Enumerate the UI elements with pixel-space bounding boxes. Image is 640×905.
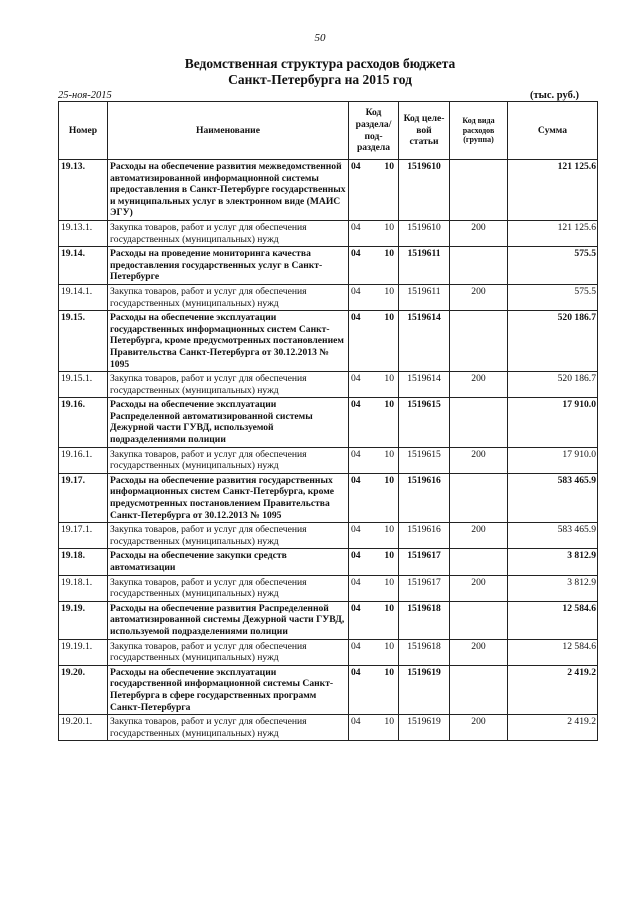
table-header-row: [59, 102, 598, 160]
table-row: [59, 447, 598, 473]
row-subsection-code: 10: [374, 398, 399, 447]
row-number: 19.15.: [59, 311, 108, 372]
row-subsection-code: 10: [374, 284, 399, 310]
row-expense-type-code: 200: [450, 639, 508, 665]
budget-table: [58, 101, 598, 741]
page-title: [0, 56, 640, 88]
row-number: 19.16.1.: [59, 447, 108, 473]
row-expense-type-code: [450, 247, 508, 285]
row-expense-type-code: [450, 160, 508, 221]
table-row: [59, 311, 598, 372]
row-number: 19.20.: [59, 665, 108, 714]
row-section-code: 04: [349, 575, 374, 601]
row-target-code: 1519615: [399, 447, 450, 473]
row-number: 19.14.: [59, 247, 108, 285]
row-number: 19.17.: [59, 473, 108, 522]
row-amount: 3 812.9: [508, 575, 598, 601]
header-nomer: Номер: [59, 102, 108, 160]
row-target-code: 1519618: [399, 639, 450, 665]
row-section-code: 04: [349, 523, 374, 549]
table-row: [59, 284, 598, 310]
row-subsection-code: 10: [374, 575, 399, 601]
row-number: 19.13.: [59, 160, 108, 221]
row-expense-type-code: [450, 549, 508, 575]
row-expense-type-code: [450, 601, 508, 639]
row-number: 19.13.1.: [59, 220, 108, 246]
row-section-code: 04: [349, 665, 374, 714]
row-amount: 121 125.6: [508, 160, 598, 221]
row-expense-type-code: 200: [450, 447, 508, 473]
row-expense-type-code: [450, 473, 508, 522]
row-name: Закупка товаров, работ и услуг для обеспечения государственных (муниципальных) нужд: [108, 220, 349, 246]
row-section-code: 04: [349, 284, 374, 310]
row-name: Расходы на обеспечение развития межведомственной автоматизированной информационной системы предоставления в Санкт-Петербурге государственных и муниципальных услуг в электронном виде (МАИС ЭГУ): [108, 160, 349, 221]
table-body: [59, 160, 598, 741]
row-number: 19.14.1.: [59, 284, 108, 310]
row-subsection-code: 10: [374, 639, 399, 665]
row-subsection-code: 10: [374, 665, 399, 714]
row-amount: 2 419.2: [508, 665, 598, 714]
row-subsection-code: 10: [374, 601, 399, 639]
row-name: Расходы на проведение мониторинга качества предоставления государственных услуг в Санкт-Петербурге: [108, 247, 349, 285]
row-number: 19.18.: [59, 549, 108, 575]
row-target-code: 1519617: [399, 575, 450, 601]
row-amount: 583 465.9: [508, 523, 598, 549]
row-subsection-code: 10: [374, 473, 399, 522]
row-name: Расходы на обеспечение эксплуатации государственной информационной системы Санкт-Петербурга в сфере государственных программ Санкт-Петербурга: [108, 665, 349, 714]
row-section-code: 04: [349, 549, 374, 575]
header-razdel: Код раздела/ под-раздела: [349, 102, 399, 160]
row-expense-type-code: [450, 398, 508, 447]
page-number: 50: [314, 32, 326, 44]
row-target-code: 1519610: [399, 220, 450, 246]
row-target-code: 1519611: [399, 284, 450, 310]
table-row: [59, 473, 598, 522]
table-row: [59, 523, 598, 549]
row-subsection-code: 10: [374, 220, 399, 246]
row-section-code: 04: [349, 447, 374, 473]
row-target-code: 1519617: [399, 549, 450, 575]
row-name: Расходы на обеспечение закупки средств автоматизации: [108, 549, 349, 575]
row-expense-type-code: 200: [450, 220, 508, 246]
table-row: [59, 247, 598, 285]
table-row: [59, 372, 598, 398]
row-target-code: 1519616: [399, 473, 450, 522]
title-line-2: Санкт-Петербурга на 2015 год: [228, 72, 412, 87]
row-subsection-code: 10: [374, 549, 399, 575]
row-name: Закупка товаров, работ и услуг для обеспечения государственных (муниципальных) нужд: [108, 447, 349, 473]
table-row: [59, 549, 598, 575]
units-label: (тыс. руб.): [530, 90, 579, 101]
row-name: Расходы на обеспечение эксплуатации Распределенной автоматизированной системы Дежурной части ГУВД, используемой подразделениями полиции: [108, 398, 349, 447]
row-expense-type-code: 200: [450, 284, 508, 310]
table-row: [59, 665, 598, 714]
row-target-code: 1519618: [399, 601, 450, 639]
row-number: 19.18.1.: [59, 575, 108, 601]
row-target-code: 1519619: [399, 665, 450, 714]
table-row: [59, 398, 598, 447]
row-subsection-code: 10: [374, 311, 399, 372]
row-subsection-code: 10: [374, 160, 399, 221]
row-amount: 575.5: [508, 247, 598, 285]
row-section-code: 04: [349, 473, 374, 522]
row-section-code: 04: [349, 398, 374, 447]
row-amount: 121 125.6: [508, 220, 598, 246]
row-amount: 12 584.6: [508, 601, 598, 639]
row-expense-type-code: 200: [450, 372, 508, 398]
row-section-code: 04: [349, 372, 374, 398]
row-target-code: 1519614: [399, 311, 450, 372]
row-amount: 520 186.7: [508, 372, 598, 398]
row-amount: 17 910.0: [508, 398, 598, 447]
document-date: 25-ноя-2015: [58, 90, 112, 101]
row-section-code: 04: [349, 311, 374, 372]
row-number: 19.17.1.: [59, 523, 108, 549]
row-subsection-code: 10: [374, 372, 399, 398]
row-target-code: 1519619: [399, 715, 450, 741]
row-name: Расходы на обеспечение развития государственных информационных систем Санкт-Петербурга, кроме предусмотренных постановлением Правительства Санкт-Петербурга от 30.12.2013 № 1095: [108, 473, 349, 522]
row-expense-type-code: [450, 665, 508, 714]
row-name: Закупка товаров, работ и услуг для обеспечения государственных (муниципальных) нужд: [108, 575, 349, 601]
row-target-code: 1519611: [399, 247, 450, 285]
title-line-1: Ведомственная структура расходов бюджета: [184, 56, 456, 71]
row-section-code: 04: [349, 247, 374, 285]
row-amount: 17 910.0: [508, 447, 598, 473]
row-subsection-code: 10: [374, 247, 399, 285]
row-expense-type-code: [450, 311, 508, 372]
table-row: [59, 601, 598, 639]
header-kvr: Код вида расходов (группа): [450, 102, 508, 160]
table-row: [59, 715, 598, 741]
row-number: 19.16.: [59, 398, 108, 447]
row-expense-type-code: 200: [450, 523, 508, 549]
row-target-code: 1519614: [399, 372, 450, 398]
row-section-code: 04: [349, 601, 374, 639]
row-name: Закупка товаров, работ и услуг для обеспечения государственных (муниципальных) нужд: [108, 284, 349, 310]
row-amount: 575.5: [508, 284, 598, 310]
row-section-code: 04: [349, 220, 374, 246]
row-number: 19.15.1.: [59, 372, 108, 398]
row-section-code: 04: [349, 160, 374, 221]
row-section-code: 04: [349, 715, 374, 741]
row-name: Закупка товаров, работ и услуг для обеспечения государственных (муниципальных) нужд: [108, 523, 349, 549]
table-row: [59, 575, 598, 601]
table-row: [59, 639, 598, 665]
row-subsection-code: 10: [374, 715, 399, 741]
header-sum: Сумма: [508, 102, 598, 160]
row-name: Закупка товаров, работ и услуг для обеспечения государственных (муниципальных) нужд: [108, 715, 349, 741]
row-subsection-code: 10: [374, 523, 399, 549]
row-amount: 12 584.6: [508, 639, 598, 665]
table-row: [59, 220, 598, 246]
row-amount: 520 186.7: [508, 311, 598, 372]
row-expense-type-code: 200: [450, 575, 508, 601]
row-name: Закупка товаров, работ и услуг для обеспечения государственных (муниципальных) нужд: [108, 372, 349, 398]
row-number: 19.19.: [59, 601, 108, 639]
row-target-code: 1519610: [399, 160, 450, 221]
table-row: [59, 160, 598, 221]
header-csr: Код целе-вой статьи: [399, 102, 450, 160]
row-name: Расходы на обеспечение развития Распределенной автоматизированной системы Дежурной части ГУВД, используемой подразделениями полиции: [108, 601, 349, 639]
row-name: Расходы на обеспечение эксплуатации государственных информационных систем Санкт-Петербурга, кроме предусмотренных постановлением Правительства Санкт-Петербурга от 30.12.2013 № 1095: [108, 311, 349, 372]
row-amount: 3 812.9: [508, 549, 598, 575]
row-section-code: 04: [349, 639, 374, 665]
row-name: Закупка товаров, работ и услуг для обеспечения государственных (муниципальных) нужд: [108, 639, 349, 665]
row-amount: 2 419.2: [508, 715, 598, 741]
row-amount: 583 465.9: [508, 473, 598, 522]
header-name: Наименование: [108, 102, 349, 160]
row-subsection-code: 10: [374, 447, 399, 473]
row-expense-type-code: 200: [450, 715, 508, 741]
row-target-code: 1519615: [399, 398, 450, 447]
row-number: 19.19.1.: [59, 639, 108, 665]
row-number: 19.20.1.: [59, 715, 108, 741]
row-target-code: 1519616: [399, 523, 450, 549]
